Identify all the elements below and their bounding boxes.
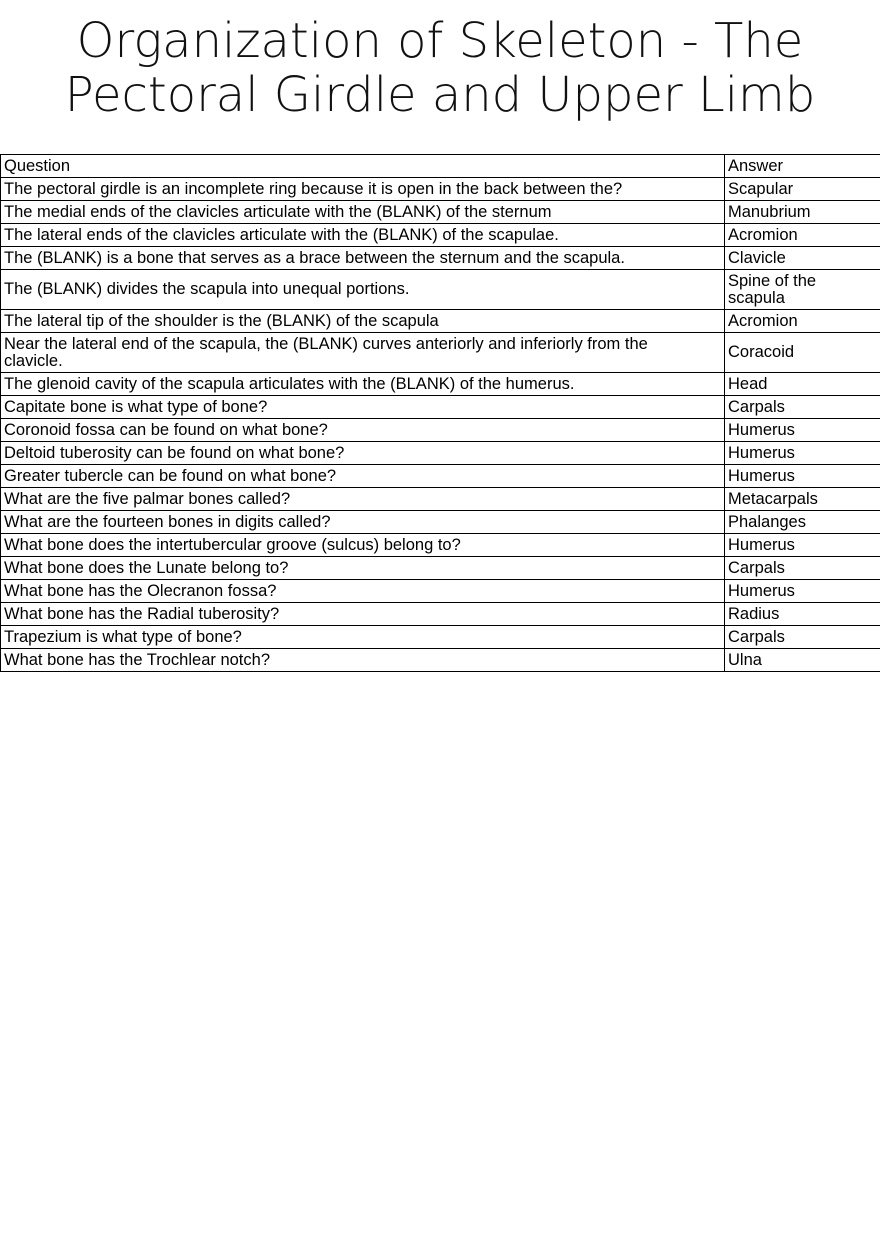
table-row — [1, 419, 880, 442]
table-row — [1, 534, 880, 557]
question-cell: The medial ends of the clavicles articulate with the (BLANK) of the sternum — [1, 201, 725, 224]
table-row — [1, 603, 880, 626]
answer-cell: Acromion — [725, 224, 880, 247]
table-row — [1, 442, 880, 465]
answer-cell: Ulna — [725, 649, 880, 672]
answer-cell: Carpals — [725, 396, 880, 419]
answer-cell: Phalanges — [725, 511, 880, 534]
answer-cell: Humerus — [725, 465, 880, 488]
question-cell: What are the five palmar bones called? — [1, 488, 725, 511]
table-row — [1, 511, 880, 534]
title-line-1: Organization of Skeleton - The — [76, 13, 804, 69]
question-cell: What bone has the Radial tuberosity? — [1, 603, 725, 626]
question-answer-table — [0, 154, 880, 672]
answer-cell: Scapular — [725, 178, 880, 201]
answer-cell: Radius — [725, 603, 880, 626]
question-cell: Deltoid tuberosity can be found on what bone? — [1, 442, 725, 465]
table-row — [1, 557, 880, 580]
answer-cell: Humerus — [725, 442, 880, 465]
table-row — [1, 178, 880, 201]
question-cell: The (BLANK) divides the scapula into unequal portions. — [1, 270, 725, 310]
answer-cell: Carpals — [725, 626, 880, 649]
answer-column-header: Answer — [725, 155, 880, 178]
answer-cell: Clavicle — [725, 247, 880, 270]
question-column-header: Question — [1, 155, 725, 178]
table-row — [1, 310, 880, 333]
table-row — [1, 270, 880, 310]
answer-cell: Humerus — [725, 580, 880, 603]
question-cell: Near the lateral end of the scapula, the (BLANK) curves anteriorly and inferiorly from the clavicle. — [1, 333, 725, 373]
question-cell: The (BLANK) is a bone that serves as a brace between the sternum and the scapula. — [1, 247, 725, 270]
answer-cell: Spine of the scapula — [725, 270, 880, 310]
answer-cell: Acromion — [725, 310, 880, 333]
question-cell: What bone has the Olecranon fossa? — [1, 580, 725, 603]
page-title — [0, 0, 880, 122]
question-cell: Greater tubercle can be found on what bone? — [1, 465, 725, 488]
table-row — [1, 247, 880, 270]
question-cell: What are the fourteen bones in digits called? — [1, 511, 725, 534]
table-row — [1, 224, 880, 247]
question-cell: Trapezium is what type of bone? — [1, 626, 725, 649]
question-cell: The lateral ends of the clavicles articulate with the (BLANK) of the scapulae. — [1, 224, 725, 247]
question-cell: The pectoral girdle is an incomplete ring because it is open in the back between the? — [1, 178, 725, 201]
table-row — [1, 396, 880, 419]
question-cell: What bone has the Trochlear notch? — [1, 649, 725, 672]
answer-cell: Humerus — [725, 534, 880, 557]
question-cell: The lateral tip of the shoulder is the (BLANK) of the scapula — [1, 310, 725, 333]
question-cell: The glenoid cavity of the scapula articulates with the (BLANK) of the humerus. — [1, 373, 725, 396]
question-cell: Coronoid fossa can be found on what bone? — [1, 419, 725, 442]
table-row — [1, 649, 880, 672]
table-row — [1, 465, 880, 488]
table-row — [1, 626, 880, 649]
table-row — [1, 580, 880, 603]
question-cell: What bone does the intertubercular groove (sulcus) belong to? — [1, 534, 725, 557]
question-cell: What bone does the Lunate belong to? — [1, 557, 725, 580]
answer-cell: Humerus — [725, 419, 880, 442]
answer-cell: Metacarpals — [725, 488, 880, 511]
table-row — [1, 488, 880, 511]
answer-cell: Coracoid — [725, 333, 880, 373]
answer-cell: Manubrium — [725, 201, 880, 224]
table-row — [1, 201, 880, 224]
table-row — [1, 333, 880, 373]
table-row — [1, 373, 880, 396]
title-line-2: Pectoral Girdle and Upper Limb — [64, 67, 816, 123]
question-cell: Capitate bone is what type of bone? — [1, 396, 725, 419]
answer-cell: Head — [725, 373, 880, 396]
table-header-row — [1, 155, 880, 178]
answer-cell: Carpals — [725, 557, 880, 580]
